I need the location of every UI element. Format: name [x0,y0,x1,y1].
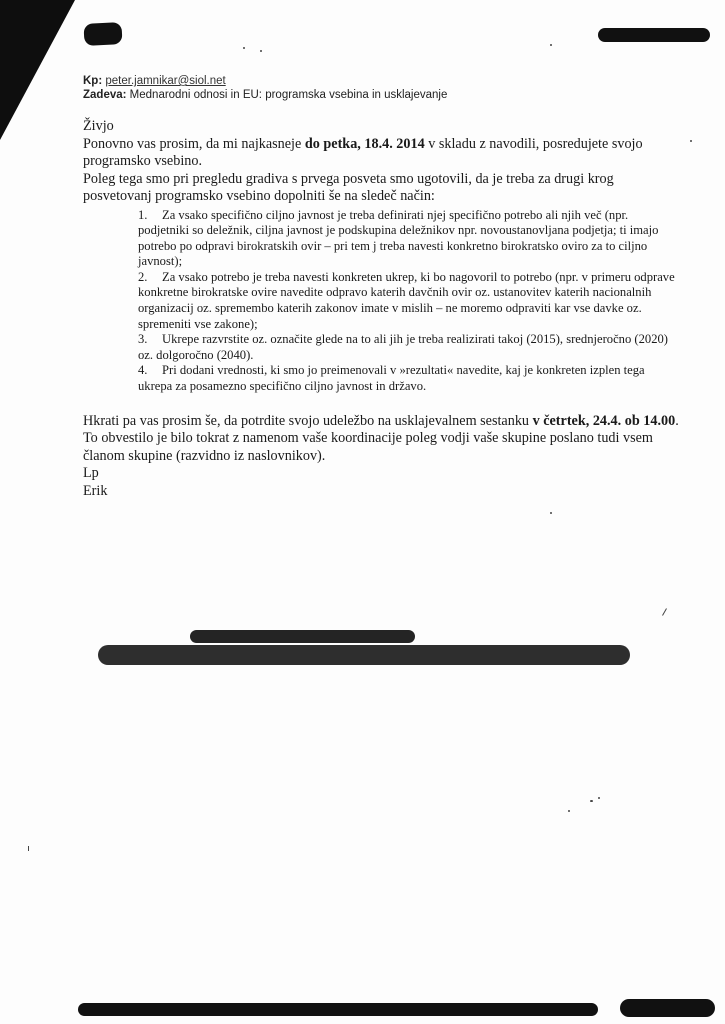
paragraph-text: v skladu z navodili, posredujete svojo programsko vsebino. [83,135,643,169]
scan-corner-shadow [0,0,75,140]
list-item [138,363,678,394]
letter-body [83,118,683,500]
paragraph-instructions: Poleg tega smo pri pregledu gradiva s prvega posveta smo ugotovili, da je treba za drugi krog posvetovanj programsko vsebino dopolniti še na sledeč način: [83,170,614,204]
subject-line [83,88,643,102]
closing: Lp [83,465,99,482]
greeting: Živjo [83,118,114,134]
paragraph-text: Ponovno vas prosim, da mi najkasneje [83,135,305,152]
list-number: 3. [138,332,148,347]
scan-speck [568,810,570,812]
deadline-date: do petka, 18.4. 2014 [304,135,425,152]
paragraph-notice: To obvestilo je bilo tokrat z namenom vaše koordinacije poleg vodji vaše skupine poslano tudi vsem članom skupine (razvidno iz naslovnikov). [83,430,653,464]
paragraph-spacer [83,395,683,413]
redaction-mark [78,1003,598,1016]
redaction-mark [83,22,122,46]
list-number: 1. [138,207,148,222]
list-number: 2. [138,269,148,284]
scan-speck [598,797,600,799]
email-header [83,74,643,102]
scan-speck [662,608,667,615]
redaction-mark [598,28,710,42]
list-item [138,208,678,270]
redaction-mark [98,645,630,665]
paragraph-meeting [83,413,683,431]
scan-speck [690,140,692,142]
recipient-line [83,74,643,88]
redaction-mark [620,999,715,1017]
paragraph-text: Hkrati pa vas prosim še, da potrdite svojo udeležbo na usklajevalnem sestanku [83,412,533,429]
scan-speck [28,846,29,851]
subject-text: Mednarodni odnosi in EU: programska vsebina in usklajevanje [129,89,448,101]
scan-speck [550,44,552,46]
scan-speck [260,50,262,52]
kp-label: Kp: [83,75,103,87]
recipient-email: peter.jamnikar@siol.net [105,75,226,87]
list-item [138,270,678,332]
list-text: Za vsako potrebo je treba navesti konkreten ukrep, ki bo nagovoril to potrebo (npr. v primeru odprave konkretne birokratske ovire navedite odpravo katerih davčnih ovir oz. ustanovitev katerih nacionalnih organizacij oz. spremembo katerih zakonov imate v mislih – ne moremo odpraviti kar vse davke oz. spremeniti vse zakone); [138,269,675,331]
signature: Erik [83,482,108,499]
list-item [138,332,678,363]
zadeva-label: Zadeva: [83,89,127,101]
paragraph-deadline [83,136,683,171]
redaction-mark [190,630,415,643]
list-text: Ukrepe razvrstite oz. označite glede na to ali jih je treba realizirati takoj (2015), srednjeročno (2020) oz. dolgoročno (2040). [138,332,668,362]
instruction-list [138,208,678,395]
meeting-date: v četrtek, 24.4. ob 14.00 [532,412,676,429]
list-text: Pri dodani vrednosti, ki smo jo preimenovali v »rezultati« navedite, kaj je konkreten izplen tega ukrepa za posamezno specifično ciljno javnost in državo. [138,363,645,394]
list-text: Za vsako specifično ciljno javnost je treba definirati njej specifično potrebo ali njih več (npr. podjetniki so deležnik, ciljna javnost je podskupina deležnikov npr. novoustanovljana podjetja; ti imajo potrebo po odpravi birokratskih ovir – pri tem j treba navesti konkretno birokratsko oviro za to ciljno javnost); [138,207,659,269]
scan-speck [590,800,593,802]
list-number: 4. [138,363,148,378]
scan-speck [243,47,245,49]
scan-speck [550,512,552,514]
paragraph-text: . [675,412,679,429]
